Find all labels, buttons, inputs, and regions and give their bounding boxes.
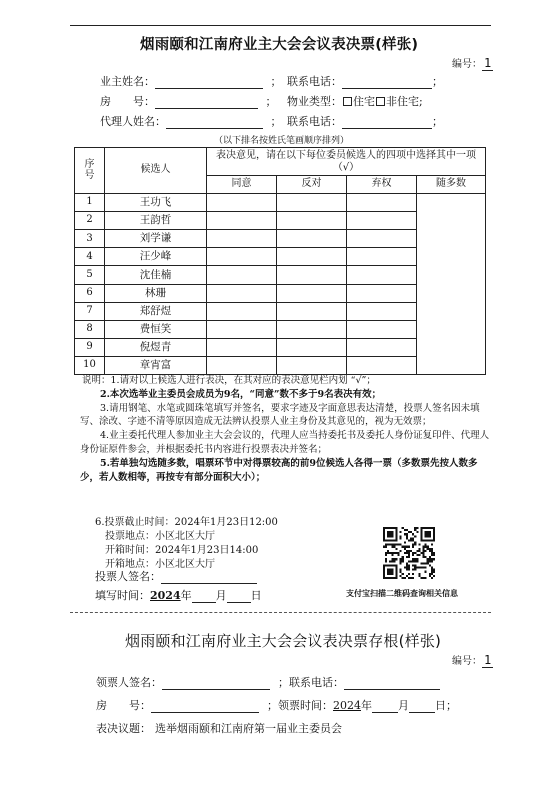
abstain-cell[interactable] (347, 248, 417, 266)
stub-receiver-label: 领票人签名： (96, 676, 162, 689)
stub-month-label: 月 (398, 699, 409, 712)
candidate-name: 林珊 (105, 284, 207, 302)
abstain-cell[interactable] (347, 212, 417, 230)
col-candidate-header: 候选人 (105, 148, 207, 194)
stub-phone-field[interactable] (344, 678, 440, 690)
stub-year-label: 年 (361, 699, 372, 712)
ballot-serial (452, 55, 493, 70)
sep: ； (432, 115, 443, 128)
owner-name-field[interactable] (155, 77, 263, 89)
non-residential-label: 非住宅 (386, 95, 419, 108)
stub-title: 烟雨颐和江南府业主大会会议表决票存根(样张) (125, 632, 442, 650)
row-number: 2 (75, 212, 105, 230)
col-agree-header: 同意 (207, 176, 277, 194)
candidate-name: 王功飞 (105, 194, 207, 212)
table-row (75, 194, 486, 212)
stub-receiver-field[interactable] (162, 678, 270, 690)
oppose-cell[interactable] (277, 302, 347, 320)
stub-year: 2024 (333, 699, 361, 712)
stub-room-row (96, 697, 457, 713)
agent-phone-field[interactable] (342, 117, 432, 129)
candidate-name: 沈佳楠 (105, 266, 207, 284)
agree-cell[interactable] (207, 302, 277, 320)
candidate-name: 王韵哲 (105, 212, 207, 230)
stub-serial (452, 652, 493, 667)
col-opinion-header: 表决意见，请在以下每位委员候选人的四项中选择其中一项（√） (207, 148, 486, 176)
voting-table (74, 147, 486, 375)
ballot-title: 烟雨颐和江南府业主大会会议表决票(样张) (140, 37, 419, 53)
oppose-cell[interactable] (277, 356, 347, 374)
non-residential-checkbox[interactable] (376, 97, 385, 106)
agent-name-field[interactable] (166, 117, 263, 129)
abstain-cell[interactable] (347, 338, 417, 356)
abstain-cell[interactable] (347, 356, 417, 374)
note-3: 3.请用钢笔、水笔或圆珠笔填写并签名，要求字迹及字面意思表达清楚，投票人签名因未填写、涂改、字迹不清等原因造成无法辨认投票人业主身份及其意见的，视为无效票； (80, 402, 480, 428)
row-number: 9 (75, 338, 105, 356)
stub-phone-label: ；联系电话： (278, 676, 344, 689)
sep: ； (270, 115, 282, 128)
fill-time-row (95, 587, 262, 603)
stub-subject-label: 表决议题： (96, 722, 151, 735)
candidate-name: 倪煜青 (105, 338, 207, 356)
follow-majority-cell[interactable] (417, 194, 486, 375)
serial-value: 1 (484, 56, 492, 70)
year-label: 年 (180, 589, 192, 602)
sep: ; (419, 95, 423, 108)
stub-subject-value: 选举烟雨颐和江南府第一届业主委员会 (155, 722, 342, 735)
voting-table-body (75, 194, 486, 375)
day-label: 日 (250, 589, 262, 602)
row-number: 1 (75, 194, 105, 212)
agent-name-label: 代理人姓名： (100, 115, 166, 128)
agree-cell[interactable] (207, 356, 277, 374)
abstain-cell[interactable] (347, 320, 417, 338)
agree-cell[interactable] (207, 194, 277, 212)
stub-subject-row (96, 720, 342, 736)
owner-name-label: 业主姓名： (100, 75, 155, 88)
oppose-cell[interactable] (277, 248, 347, 266)
sep: ； (432, 75, 443, 88)
voter-sign-label: 投票人签名： (95, 570, 161, 583)
month-label: 月 (215, 589, 227, 602)
oppose-cell[interactable] (277, 230, 347, 248)
stub-day-field[interactable] (409, 701, 435, 713)
notes-section (80, 374, 492, 484)
alipay-qr-code-icon (383, 527, 435, 579)
stub-receiver-row (96, 674, 440, 690)
col-no-header: 序号 (75, 148, 105, 194)
stub-room-label: 房 号： (96, 699, 151, 712)
candidate-name: 刘学谦 (105, 230, 207, 248)
note-2: 2.本次选举业主委员会成员为9名，“同意”数不多于9名表决有效； (100, 388, 382, 400)
agree-cell[interactable] (207, 230, 277, 248)
top-rule (70, 25, 491, 26)
candidate-name: 汪少峰 (105, 248, 207, 266)
stub-room-field[interactable] (151, 701, 259, 713)
stub-day-label: 日； (435, 699, 457, 712)
property-type-label: 物业类型： (287, 95, 342, 108)
serial-label: 编号： (452, 59, 482, 70)
agree-cell[interactable] (207, 338, 277, 356)
residential-checkbox[interactable] (343, 97, 352, 106)
abstain-cell[interactable] (347, 266, 417, 284)
residential-label: 住宅 (353, 95, 375, 108)
stub-serial-label: 编号： (452, 656, 482, 667)
sep: ； (265, 95, 277, 108)
property-type-row (287, 93, 423, 109)
phone-label: 联系电话： (287, 75, 342, 88)
oppose-cell[interactable] (277, 284, 347, 302)
col-abstain-header: 弃权 (347, 176, 417, 194)
col-follow-header: 随多数 (417, 176, 486, 194)
abstain-cell[interactable] (347, 194, 417, 212)
candidate-name: 费恒笑 (105, 320, 207, 338)
agree-cell[interactable] (207, 248, 277, 266)
abstain-cell[interactable] (347, 302, 417, 320)
candidate-name: 郑舒煜 (105, 302, 207, 320)
agree-cell[interactable] (207, 284, 277, 302)
agree-cell[interactable] (207, 212, 277, 230)
fill-time-label: 填写时间： (95, 589, 150, 602)
candidate-name: 章宵富 (105, 356, 207, 374)
voter-sign-row (95, 568, 257, 584)
row-number: 5 (75, 266, 105, 284)
oppose-cell[interactable] (277, 266, 347, 284)
oppose-cell[interactable] (277, 194, 347, 212)
agent-phone-row (287, 113, 443, 129)
cut-line (70, 612, 491, 613)
col-oppose-header: 反对 (277, 176, 347, 194)
agree-cell[interactable] (207, 320, 277, 338)
room-field[interactable] (155, 97, 258, 109)
note-6b: 投票地点：小区北区大厅 (105, 531, 215, 542)
oppose-cell[interactable] (277, 320, 347, 338)
row-number: 3 (75, 230, 105, 248)
sort-note: （以下排名按姓氏笔画顺序排列） (214, 136, 350, 146)
note-6a: 6.投票截止时间：2024年1月23日12:00 (95, 517, 278, 528)
oppose-cell[interactable] (277, 212, 347, 230)
row-number: 10 (75, 356, 105, 374)
agent-phone-label: 联系电话： (287, 115, 342, 128)
agent-row (100, 113, 282, 129)
row-number: 4 (75, 248, 105, 266)
stub-time-label: ；领票时间： (267, 699, 333, 712)
phone-row (287, 73, 443, 89)
abstain-cell[interactable] (347, 230, 417, 248)
stub-month-field[interactable] (372, 701, 398, 713)
row-number: 6 (75, 284, 105, 302)
owner-name-row (100, 73, 282, 89)
row-number: 8 (75, 320, 105, 338)
note-6c: 开箱时间：2024年1月23日14:00 (105, 545, 259, 556)
room-label: 房 号： (100, 95, 155, 108)
note-4: 4.业主委托代理人参加业主大会会议的，代理人应当持委托书及委托人身份证复印件、代理人身份证原件参会，并根据委托书内容进行投票表决并签名； (80, 430, 490, 455)
abstain-cell[interactable] (347, 284, 417, 302)
agree-cell[interactable] (207, 266, 277, 284)
note-1: 说明：1.请对以上候选人进行表决，在其对应的表决意见栏内划 “√”； (82, 375, 376, 386)
row-number: 7 (75, 302, 105, 320)
fill-day-field[interactable] (227, 591, 251, 603)
room-row (100, 93, 277, 109)
note-6d: 开箱地点：小区北区大厅 (105, 559, 215, 570)
oppose-cell[interactable] (277, 338, 347, 356)
sep: ； (270, 75, 282, 88)
voter-sign-field[interactable] (161, 572, 257, 584)
qr-caption: 支付宝扫描二维码查询相关信息 (346, 589, 458, 598)
stub-serial-value: 1 (484, 653, 492, 667)
phone-field[interactable] (342, 77, 432, 89)
note-5: 5.若单独勾选随多数，唱票环节中对得票较高的前9位候选人各得一票（多数票先按人数多少，若人数相等，再按专有部分面积大小）； (80, 457, 478, 483)
fill-month-field[interactable] (192, 591, 216, 603)
fill-year: 2024 (150, 589, 181, 602)
